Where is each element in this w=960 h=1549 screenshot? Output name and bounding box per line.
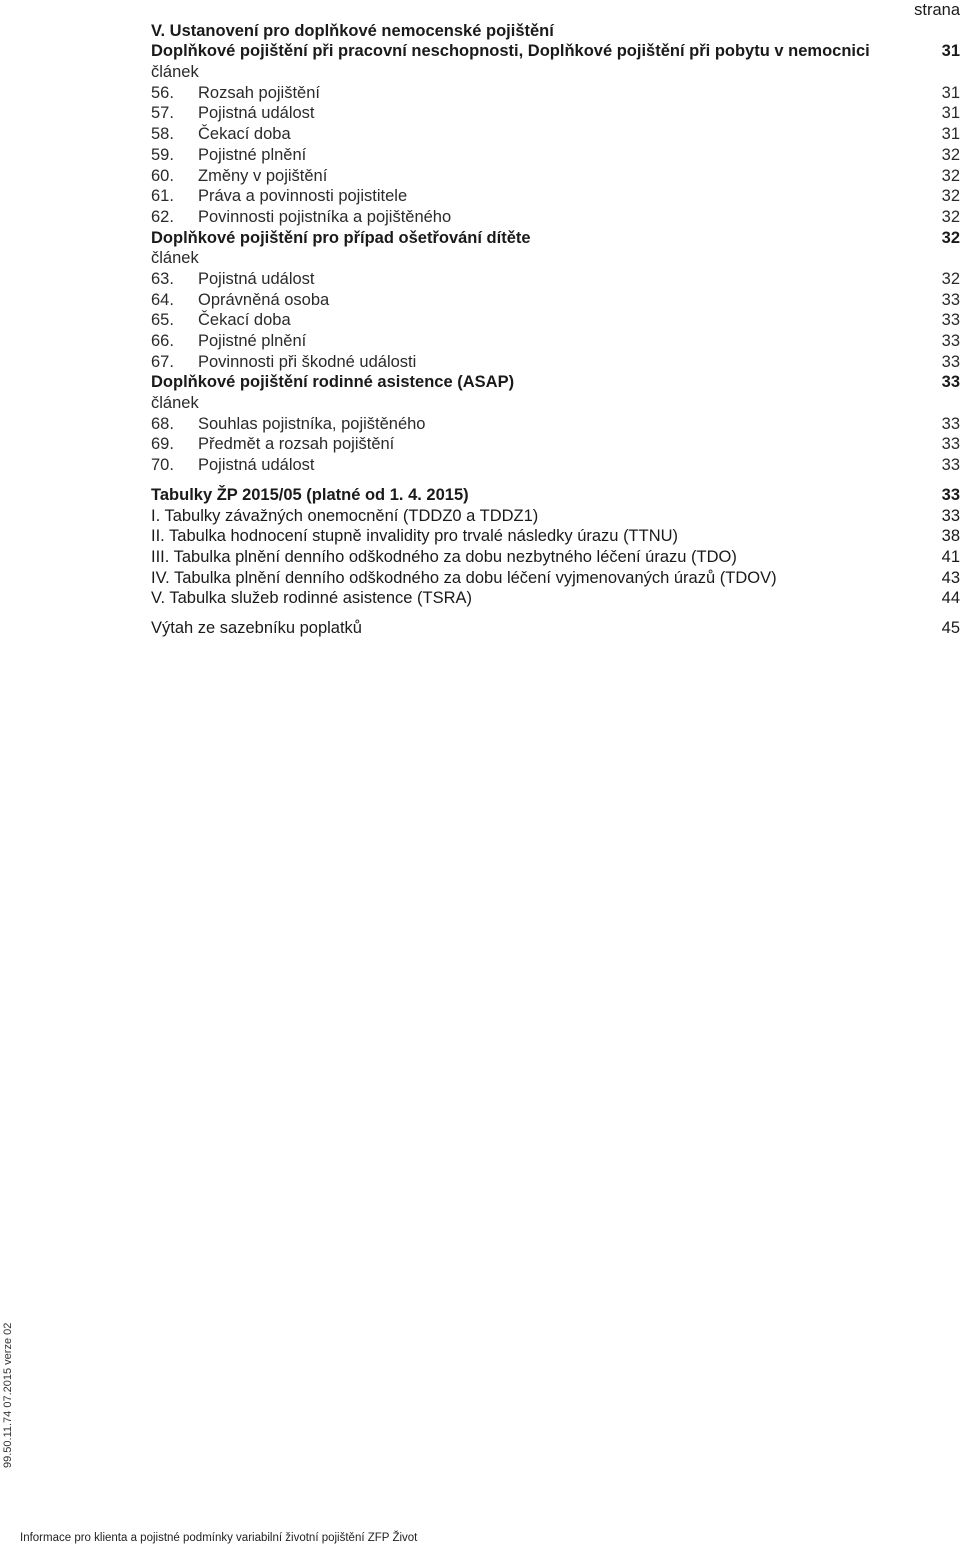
page-number: 41 <box>941 547 960 566</box>
document-code: 99.50.11.74 07.2015 verze 02 <box>2 1322 14 1468</box>
table-title: III. Tabulka plnění denního odškodného za dobu nezbytného léčení úrazu (TDO) <box>151 547 737 566</box>
toc-entry <box>151 434 960 455</box>
page-number: 32 <box>941 269 960 288</box>
clanek-label <box>151 62 960 83</box>
toc-entry <box>151 588 960 609</box>
article-number: 59. <box>151 145 174 164</box>
table-of-contents <box>151 0 960 639</box>
article-title: Rozsah pojištění <box>198 83 320 102</box>
page-number: 32 <box>941 166 960 185</box>
page-number: 33 <box>941 456 960 475</box>
subsection-title: Doplňkové pojištění při pracovní neschopnosti, Doplňkové pojištění při pobytu v nemocnici <box>151 42 870 61</box>
toc-entry <box>151 269 960 290</box>
toc-entry <box>151 331 960 352</box>
article-number: 64. <box>151 290 174 309</box>
toc-entry <box>151 186 960 207</box>
subsection-title: Doplňkové pojištění pro případ ošetřování dítěte <box>151 228 531 247</box>
clanek-text: článek <box>151 63 199 82</box>
toc-entry <box>151 124 960 145</box>
article-title: Čekací doba <box>198 125 291 144</box>
article-list <box>151 414 960 476</box>
article-number: 60. <box>151 166 174 185</box>
article-number: 68. <box>151 414 174 433</box>
article-number: 61. <box>151 187 174 206</box>
toc-entry <box>151 290 960 311</box>
article-number: 69. <box>151 435 174 454</box>
section-title <box>151 21 960 42</box>
page-number: 33 <box>941 311 960 330</box>
article-number: 70. <box>151 456 174 475</box>
table-title: II. Tabulka hodnocení stupně invalidity pro trvalé následky úrazu (TTNU) <box>151 527 679 546</box>
table-title: I. Tabulky závažných onemocnění (TDDZ0 a TDDZ1) <box>151 506 539 525</box>
page-number: 32 <box>941 187 960 206</box>
toc-entry <box>151 547 960 568</box>
toc-entry <box>151 310 960 331</box>
subsection-heading <box>151 228 960 249</box>
subsection-title: Doplňkové pojištění rodinné asistence (ASAP) <box>151 373 515 392</box>
spacer <box>151 609 960 618</box>
toc-entry <box>151 352 960 373</box>
toc-entry <box>151 145 960 166</box>
tables-heading <box>151 485 960 506</box>
clanek-text: článek <box>151 249 199 268</box>
article-title: Povinnosti při škodné události <box>198 352 417 371</box>
page-number: 31 <box>941 125 960 144</box>
page-number: 33 <box>941 414 960 433</box>
fees-entry <box>151 618 960 639</box>
article-title: Oprávněná osoba <box>198 290 330 309</box>
tables-title: Tabulky ŽP 2015/05 (platné od 1. 4. 2015) <box>151 485 469 504</box>
page-number: 33 <box>941 373 960 392</box>
tables-list <box>151 506 960 609</box>
subsection-heading <box>151 372 960 393</box>
article-number: 58. <box>151 125 174 144</box>
subsection-heading <box>151 41 960 62</box>
article-title: Pojistná událost <box>198 456 315 475</box>
section-title-text: V. Ustanovení pro doplňkové nemocenské pojištění <box>151 21 554 40</box>
page-number: 32 <box>941 145 960 164</box>
strana-label: strana <box>914 1 960 19</box>
article-title: Pojistné plnění <box>198 145 307 164</box>
article-number: 56. <box>151 83 174 102</box>
article-title: Pojistné plnění <box>198 332 307 350</box>
page-number: 31 <box>941 83 960 102</box>
page-number: 45 <box>941 618 960 637</box>
toc-entry <box>151 207 960 228</box>
page-number: 38 <box>941 527 960 546</box>
article-title: Pojistná událost <box>198 269 315 288</box>
page-number: 31 <box>941 42 960 61</box>
page-number: 33 <box>941 485 960 504</box>
article-number: 66. <box>151 332 174 350</box>
spacer <box>151 476 960 485</box>
toc-entry <box>151 166 960 187</box>
article-title: Práva a povinnosti pojistitele <box>198 187 408 206</box>
toc-entry <box>151 568 960 589</box>
article-number: 57. <box>151 104 174 123</box>
article-list <box>151 269 960 372</box>
page-number: 33 <box>941 290 960 309</box>
clanek-label <box>151 248 960 269</box>
clanek-label <box>151 393 960 414</box>
table-title: V. Tabulka služeb rodinné asistence (TSRA) <box>151 589 473 608</box>
page-number: 32 <box>941 207 960 226</box>
page-number: 43 <box>941 568 960 587</box>
page-number: 31 <box>941 104 960 123</box>
toc-entry <box>151 83 960 104</box>
toc-entry <box>151 103 960 124</box>
clanek-text: článek <box>151 394 199 413</box>
toc-entry <box>151 526 960 547</box>
article-number: 63. <box>151 269 174 288</box>
toc-entry <box>151 455 960 476</box>
article-title: Pojistná událost <box>198 104 315 123</box>
article-title: Předmět a rozsah pojištění <box>198 435 395 454</box>
article-number: 62. <box>151 207 174 226</box>
page-number: 33 <box>941 332 960 350</box>
article-title: Změny v pojištění <box>198 166 328 185</box>
toc-entry <box>151 414 960 435</box>
article-title: Čekací doba <box>198 311 291 330</box>
article-number: 67. <box>151 352 174 371</box>
fees-title: Výtah ze sazebníku poplatků <box>151 618 362 637</box>
article-list <box>151 83 960 228</box>
page-number: 44 <box>941 589 960 608</box>
page-number: 33 <box>941 352 960 371</box>
article-title: Povinnosti pojistníka a pojištěného <box>198 207 452 226</box>
page-column-label <box>151 0 960 21</box>
article-number: 65. <box>151 311 174 330</box>
table-title: IV. Tabulka plnění denního odškodného za dobu léčení vyjmenovaných úrazů (TDOV) <box>151 568 777 587</box>
article-title: Souhlas pojistníka, pojištěného <box>198 414 426 433</box>
page-number: 33 <box>941 506 960 525</box>
toc-entry <box>151 506 960 527</box>
page-number: 32 <box>941 228 960 247</box>
page-footer: Informace pro klienta a pojistné podmínky variabilní životní pojištění ZFP Život <box>20 1532 418 1544</box>
page-number: 33 <box>941 435 960 454</box>
